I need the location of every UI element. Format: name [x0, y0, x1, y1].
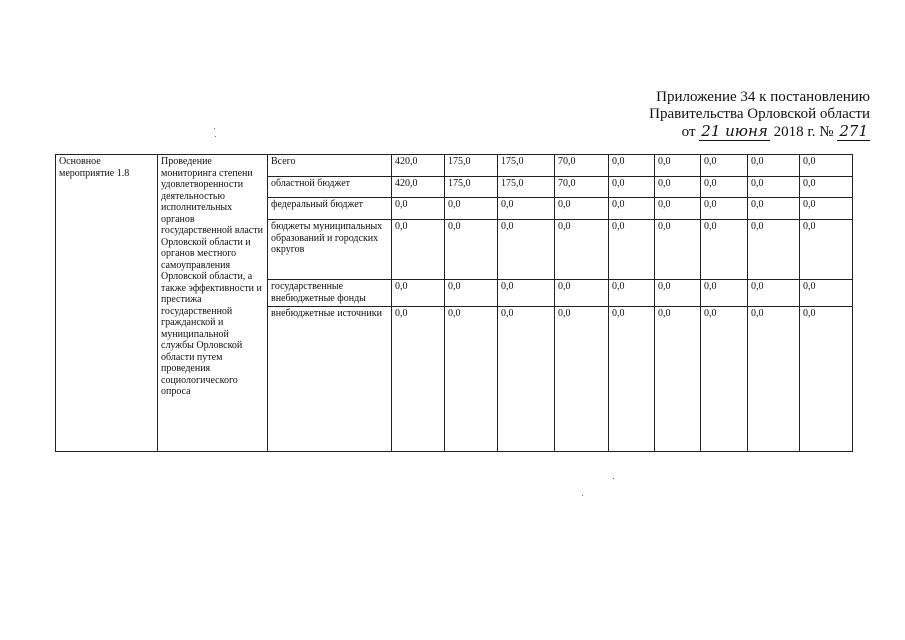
budget-table — [55, 154, 853, 452]
value-cell: 0,0 — [701, 155, 748, 177]
value-cell: 0,0 — [555, 198, 609, 220]
value-cell: 0,0 — [800, 220, 853, 280]
value-cell: 0,0 — [748, 177, 800, 198]
value-cell: 420,0 — [392, 177, 445, 198]
value-cell: 0,0 — [655, 280, 701, 307]
value-cell: 0,0 — [555, 307, 609, 452]
value-cell: 0,0 — [498, 198, 555, 220]
value-cell: 0,0 — [392, 220, 445, 280]
measure-cell: Основное мероприятие 1.8 — [56, 155, 158, 452]
handwritten-date: 21 июня — [701, 122, 768, 140]
value-cell: 175,0 — [498, 155, 555, 177]
value-cell: 0,0 — [748, 198, 800, 220]
header-date-prefix: от — [681, 124, 696, 140]
value-cell: 0,0 — [498, 280, 555, 307]
value-cell: 0,0 — [609, 198, 655, 220]
value-cell: 0,0 — [701, 280, 748, 307]
value-cell: 0,0 — [701, 307, 748, 452]
funding-source-cell: государственные внебюджетные фонды — [268, 280, 392, 307]
document-header — [560, 89, 870, 141]
funding-source-cell: федеральный бюджет — [268, 198, 392, 220]
value-cell: 175,0 — [498, 177, 555, 198]
value-cell: 0,0 — [748, 155, 800, 177]
value-cell: 0,0 — [609, 280, 655, 307]
value-cell: 0,0 — [498, 307, 555, 452]
value-cell: 0,0 — [655, 177, 701, 198]
scan-speck — [214, 128, 215, 129]
value-cell: 0,0 — [748, 280, 800, 307]
value-cell: 0,0 — [609, 220, 655, 280]
value-cell: 0,0 — [748, 220, 800, 280]
funding-source-cell: внебюджетные источники — [268, 307, 392, 452]
funding-source-cell: областной бюджет — [268, 177, 392, 198]
value-cell: 0,0 — [655, 155, 701, 177]
funding-source-cell: бюджеты муниципальных образований и городских округов — [268, 220, 392, 280]
table-row — [56, 155, 853, 177]
value-cell: 0,0 — [701, 198, 748, 220]
scan-speck — [582, 495, 583, 496]
value-cell: 0,0 — [445, 280, 498, 307]
value-cell: 0,0 — [445, 198, 498, 220]
header-line-2: Правительства Орловской области — [649, 106, 870, 122]
funding-source-cell: Всего — [268, 155, 392, 177]
value-cell: 0,0 — [609, 307, 655, 452]
handwritten-number: 271 — [839, 122, 868, 140]
value-cell: 0,0 — [392, 307, 445, 452]
value-cell: 70,0 — [555, 155, 609, 177]
value-cell: 0,0 — [701, 220, 748, 280]
value-cell: 0,0 — [655, 220, 701, 280]
value-cell: 0,0 — [800, 198, 853, 220]
header-line-3 — [560, 123, 870, 141]
value-cell: 420,0 — [392, 155, 445, 177]
value-cell: 0,0 — [555, 220, 609, 280]
value-cell: 0,0 — [800, 280, 853, 307]
value-cell: 0,0 — [655, 198, 701, 220]
value-cell: 0,0 — [445, 307, 498, 452]
value-cell: 0,0 — [609, 177, 655, 198]
value-cell: 0,0 — [748, 307, 800, 452]
value-cell: 0,0 — [800, 155, 853, 177]
scan-speck — [215, 136, 216, 137]
value-cell: 0,0 — [655, 307, 701, 452]
value-cell: 175,0 — [445, 177, 498, 198]
value-cell: 0,0 — [555, 280, 609, 307]
value-cell: 175,0 — [445, 155, 498, 177]
description-cell: Проведение мониторинга степени удовлетворенности деятельностью исполнительных органов государственной власти Орловской области и органов местного самоуправления Орловской области, а также эффективности и престижа государственной гражданской и муниципальной службы Орловской области путем проведения социологического опроса — [158, 155, 268, 452]
value-cell: 0,0 — [609, 155, 655, 177]
value-cell: 0,0 — [392, 198, 445, 220]
value-cell: 0,0 — [800, 177, 853, 198]
header-year: 2018 г. № — [773, 124, 834, 140]
value-cell: 70,0 — [555, 177, 609, 198]
value-cell: 0,0 — [392, 280, 445, 307]
scan-speck — [613, 478, 614, 479]
value-cell: 0,0 — [800, 307, 853, 452]
value-cell: 0,0 — [445, 220, 498, 280]
value-cell: 0,0 — [498, 220, 555, 280]
value-cell: 0,0 — [701, 177, 748, 198]
header-line-1: Приложение 34 к постановлению — [656, 89, 870, 105]
